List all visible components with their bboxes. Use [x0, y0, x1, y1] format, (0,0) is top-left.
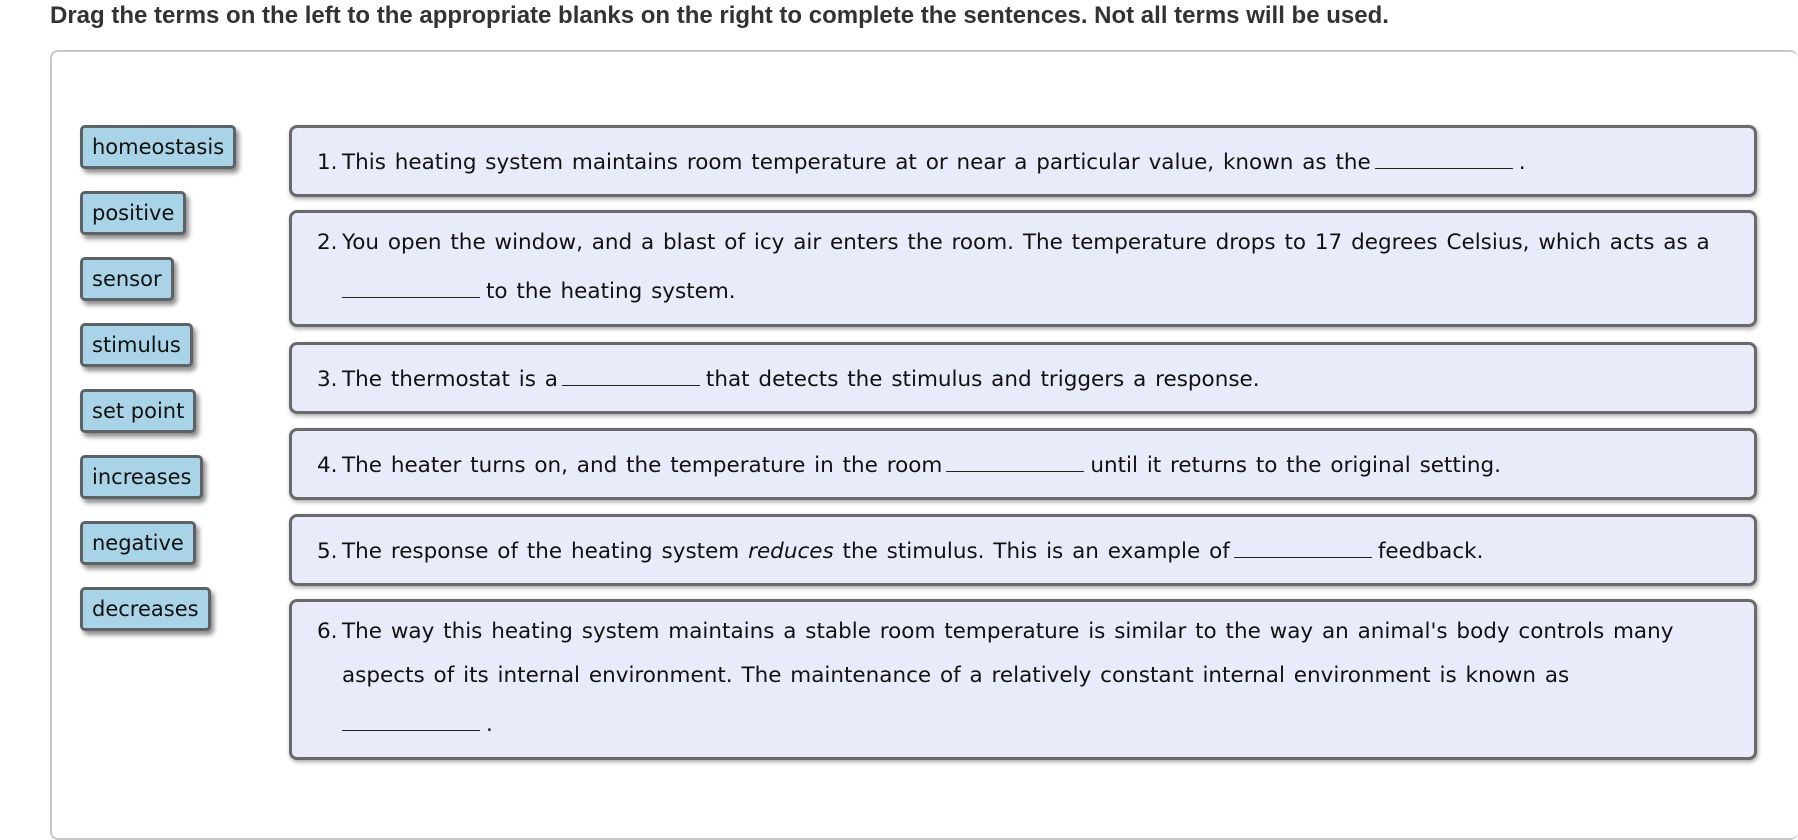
- drop-blank-4[interactable]: [946, 449, 1084, 472]
- sentence-6: [289, 599, 1757, 760]
- term-stimulus[interactable]: stimulus: [80, 323, 193, 367]
- sentence-text: The response of the heating system: [342, 539, 740, 564]
- sentence-text: The way this heating system maintains a stable room temperature is similar to the way an animal's body controls many: [342, 619, 1674, 644]
- drop-blank-3[interactable]: [562, 363, 700, 386]
- drop-blank-1[interactable]: [1375, 146, 1513, 169]
- sentence-4: [289, 428, 1757, 500]
- sentence-number: 2.: [317, 230, 338, 255]
- sentence-3: [289, 342, 1757, 414]
- sentence-text: to the heating system.: [486, 279, 736, 304]
- sentence-2: [289, 210, 1757, 327]
- term-negative[interactable]: negative: [80, 521, 196, 565]
- sentence-number: 5.: [317, 539, 338, 564]
- sentence-text: The thermostat is a: [342, 367, 558, 392]
- instructions-text: Drag the terms on the left to the appropriate blanks on the right to complete the sentences. Not all terms will be used.: [50, 2, 1389, 29]
- term-sensor[interactable]: sensor: [80, 257, 174, 301]
- sentence-1: [289, 125, 1757, 197]
- sentence-emphasis: reduces: [748, 539, 834, 564]
- sentence-text: .: [1518, 150, 1526, 175]
- term-decreases[interactable]: decreases: [80, 587, 211, 631]
- term-set-point[interactable]: set point: [80, 389, 196, 433]
- drop-blank-2[interactable]: [342, 275, 480, 298]
- term-homeostasis[interactable]: homeostasis: [80, 125, 236, 169]
- term-increases[interactable]: increases: [80, 455, 203, 499]
- sentence-text: the stimulus. This is an example of: [842, 539, 1230, 564]
- sentence-number: 6.: [317, 619, 338, 644]
- sentence-text: until it returns to the original setting.: [1090, 453, 1501, 478]
- sentence-text: .: [486, 712, 493, 737]
- sentence-number: 1.: [317, 150, 338, 175]
- sentence-text: The heater turns on, and the temperature in the room: [342, 453, 943, 478]
- sentence-text: feedback.: [1377, 539, 1484, 564]
- drop-blank-6[interactable]: [342, 708, 480, 731]
- sentence-text: that detects the stimulus and triggers a response.: [705, 367, 1260, 392]
- sentence-number: 3.: [317, 367, 338, 392]
- sentence-5: [289, 514, 1757, 586]
- drop-blank-5[interactable]: [1234, 535, 1372, 558]
- term-positive[interactable]: positive: [80, 191, 186, 235]
- sentence-text: This heating system maintains room temperature at or near a particular value, known as the: [342, 150, 1371, 175]
- sentence-text: You open the window, and a blast of icy air enters the room. The temperature drops to 17 degrees Celsius, which acts as a: [342, 230, 1710, 255]
- sentence-text: aspects of its internal environment. The maintenance of a relatively constant internal environment is known as: [342, 663, 1570, 688]
- sentence-number: 4.: [317, 453, 338, 478]
